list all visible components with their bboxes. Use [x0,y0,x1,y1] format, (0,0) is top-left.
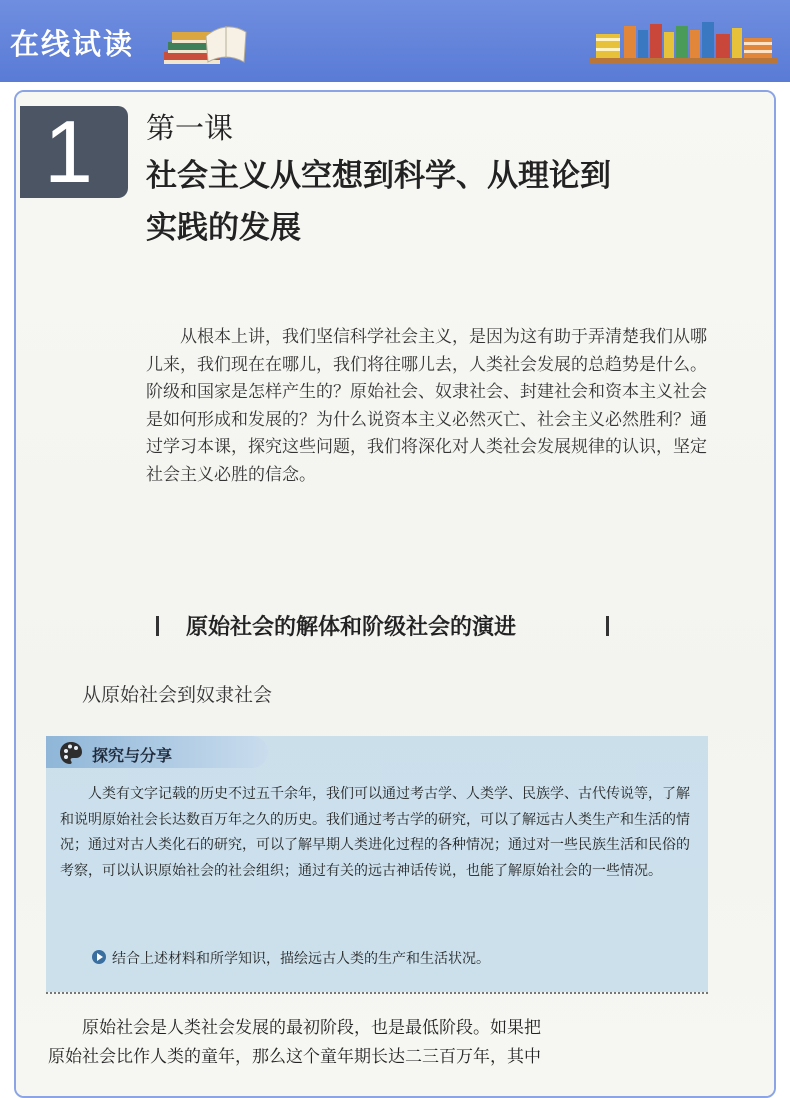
book-page [16,92,774,1096]
bookshelf-icon [590,20,778,66]
lesson-title [146,150,726,254]
lesson-title-line-2: 实践的发展 [146,210,301,246]
body-paragraph: 原始社会是人类社会发展的最初阶段，也是最低阶段。如果把原始社会比作人类的童年，那么这个童年期长达二三百万年，其中 [48,1018,541,1067]
section-bar-left [156,616,159,636]
explore-share-text: 人类有文字记载的历史不过五千余年，我们可以通过考古学、人类学、民族学、古代传说等，了解和说明原始社会长达数百万年之久的历史。我们通过考古学的研究，可以了解远古人类生产和生活的情况；通过对古人类化石的研究，可以了解早期人类进化过程的各种情况；通过对一些民族生活和民俗的考察，可以认识原始社会的社会组织；通过有关的远古神话传说，也能了解原始社会的一些情况。 [60,786,690,879]
explore-prompt: 结合上述材料和所学知识，描绘远古人类的生产和生活状况。 [112,951,490,967]
explore-share-label: 探究与分享 [92,746,173,765]
section-title: 原始社会的解体和阶级社会的演进 [186,615,517,640]
lesson-number-box [20,102,128,201]
subsection-title: 从原始社会到奴隶社会 [82,684,273,706]
section-bar-right [606,616,609,636]
dotted-divider [46,992,708,994]
lesson-title-line-1: 社会主义从空想到科学、从理论到 [146,158,611,194]
lesson-number: 1 [44,102,93,201]
header-title: 在线试读 [10,27,135,61]
intro-paragraph: 从根本上讲，我们坚信科学社会主义，是因为这有助于弄清楚我们从哪儿来，我们现在在哪儿，我们将往哪儿去，人类社会发展的总趋势是什么。阶级和国家是怎样产生的？原始社会、奴隶社会、封建社会和资本主义社会是如何形成和发展的？为什么说资本主义必然灭亡、社会主义必然胜利？通过学习本课，探究这些问题，我们将深化对人类社会发展规律的认识，坚定社会主义必胜的信念。 [146,327,707,485]
lesson-label: 第一课 [146,111,234,145]
palette-icon [58,740,84,766]
play-circle-icon [92,950,106,964]
book-page-frame [14,90,776,1098]
stacked-books-icon [160,18,250,68]
header-bar [0,0,790,82]
section-heading [156,610,626,650]
